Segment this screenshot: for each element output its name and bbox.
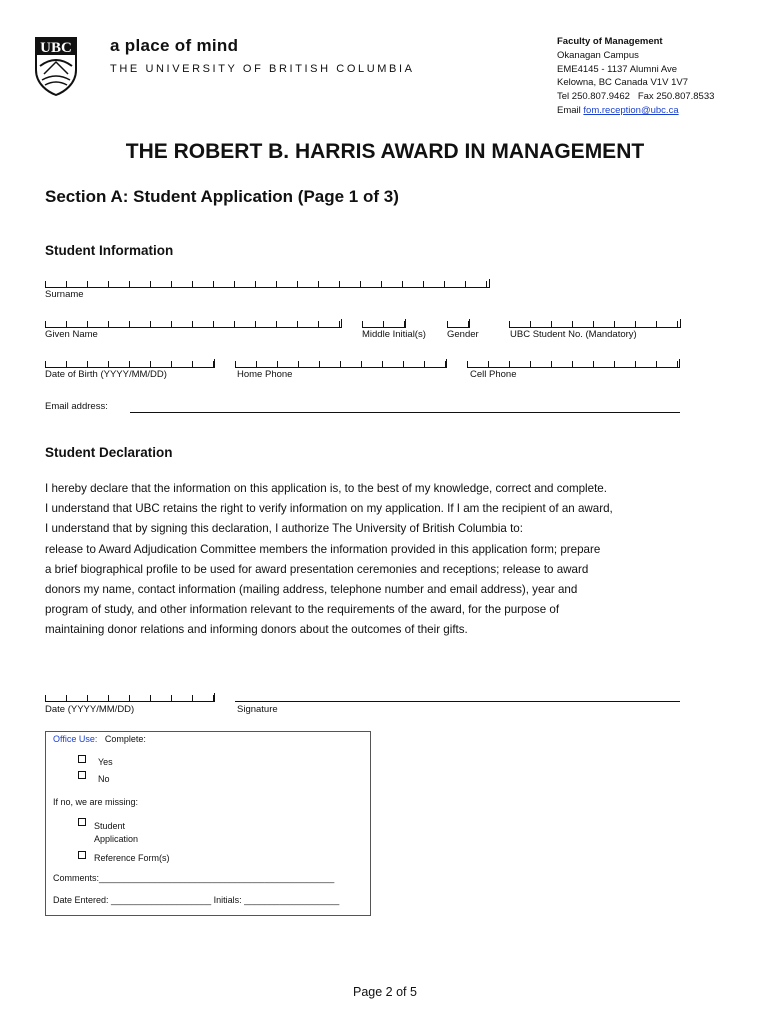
reference-form-checkbox[interactable] — [78, 851, 86, 859]
student-application-label — [94, 820, 138, 846]
declaration-line: a brief biographical profile to be used for award presentation ceremonies and receptions; release to award — [45, 562, 589, 576]
student-number-label: UBC Student No. (Mandatory) — [510, 329, 637, 340]
student-application-line: Application — [94, 834, 139, 844]
comments-line[interactable]: Comments:_______________________________________________ — [53, 873, 335, 883]
crest-text: UBC — [40, 40, 72, 56]
home-phone-label: Home Phone — [237, 369, 293, 380]
city-address: Kelowna, BC Canada V1V 1V7 — [557, 77, 688, 89]
street-address: EME4145 - 1137 Alumni Ave — [557, 63, 678, 75]
faculty-address — [557, 35, 714, 118]
student-number-field[interactable] — [509, 319, 681, 328]
email-address-field[interactable] — [130, 412, 680, 413]
gender-field[interactable] — [447, 319, 470, 328]
tagline: a place of mind — [110, 36, 239, 55]
declaration-line: program of study, and other information relevant to the requirements of the award, for the purpose of — [45, 603, 560, 617]
student-information-heading: Student Information — [45, 243, 174, 258]
section-heading: Section A: Student Application (Page 1 of 3) — [45, 187, 399, 206]
declaration-line: donors my name, contact information (mailing address, telephone number and email address), year and — [45, 583, 578, 597]
ubc-crest-logo — [34, 36, 78, 96]
declaration-date-label: Date (YYYY/MM/DD) — [45, 704, 135, 715]
gender-label: Gender — [447, 329, 479, 340]
dob-label: Date of Birth (YYYY/MM/DD) — [45, 369, 167, 380]
page-number: Page 2 of 5 — [353, 985, 417, 999]
cell-phone-label: Cell Phone — [470, 369, 517, 380]
home-phone-field[interactable] — [235, 359, 447, 368]
surname-field[interactable] — [45, 279, 490, 288]
office-use-header — [53, 734, 146, 744]
email-prefix: Email — [557, 104, 584, 116]
date-entered-line[interactable]: Date Entered: ____________________ Initials: ___________________ — [53, 895, 340, 905]
yes-checkbox[interactable] — [78, 755, 86, 763]
complete-label: Complete: — [104, 734, 146, 744]
email-line — [557, 104, 714, 118]
given-name-label: Given Name — [45, 329, 98, 340]
declaration-line: I understand that by signing this declaration, I authorize The University of British Columbia to: — [45, 522, 523, 536]
surname-label: Surname — [45, 289, 84, 300]
signature-field[interactable] — [235, 701, 680, 702]
declaration-line: maintaining donor relations and informing donors about the outcomes of their gifts. — [45, 623, 468, 637]
dob-field[interactable] — [45, 359, 215, 368]
student-application-checkbox[interactable] — [78, 818, 86, 826]
office-use-box — [45, 731, 371, 916]
middle-initials-field[interactable] — [362, 319, 406, 328]
missing-label: If no, we are missing: — [53, 797, 139, 807]
email-address-label: Email address: — [45, 401, 108, 412]
declaration-line: I hereby declare that the information on this application is, to the best of my knowledge, correct and complete. — [45, 482, 607, 495]
declaration-date-field[interactable] — [45, 693, 215, 702]
university-name: THE UNIVERSITY OF BRITISH COLUMBIA — [110, 63, 415, 75]
student-application-line: Student — [94, 821, 126, 831]
cell-phone-field[interactable] — [467, 359, 680, 368]
faculty-name: Faculty of Management — [557, 36, 663, 47]
office-use-label: Office Use: — [53, 734, 98, 744]
middle-initials-label: Middle Initial(s) — [362, 329, 426, 340]
campus: Okanagan Campus — [557, 49, 639, 61]
phone-fax: Tel 250.807.9462 Fax 250.807.8533 — [557, 91, 715, 103]
declaration-line: release to Award Adjudication Committee members the information provided in this application form; prepare — [45, 542, 601, 556]
declaration-text — [45, 479, 695, 641]
page-title: THE ROBERT B. HARRIS AWARD IN MANAGEMENT — [125, 140, 645, 163]
email-link[interactable]: fom.reception@ubc.ca — [583, 104, 679, 116]
yes-label: Yes — [98, 757, 113, 767]
no-checkbox[interactable] — [78, 771, 86, 779]
student-declaration-heading: Student Declaration — [45, 445, 173, 460]
signature-label: Signature — [237, 704, 278, 715]
given-name-field[interactable] — [45, 319, 342, 328]
no-label: No — [98, 774, 110, 784]
declaration-line: I understand that UBC retains the right to verify information on my application. If I am the recipient of an award, — [45, 502, 613, 516]
reference-form-label: Reference Form(s) — [94, 853, 170, 863]
